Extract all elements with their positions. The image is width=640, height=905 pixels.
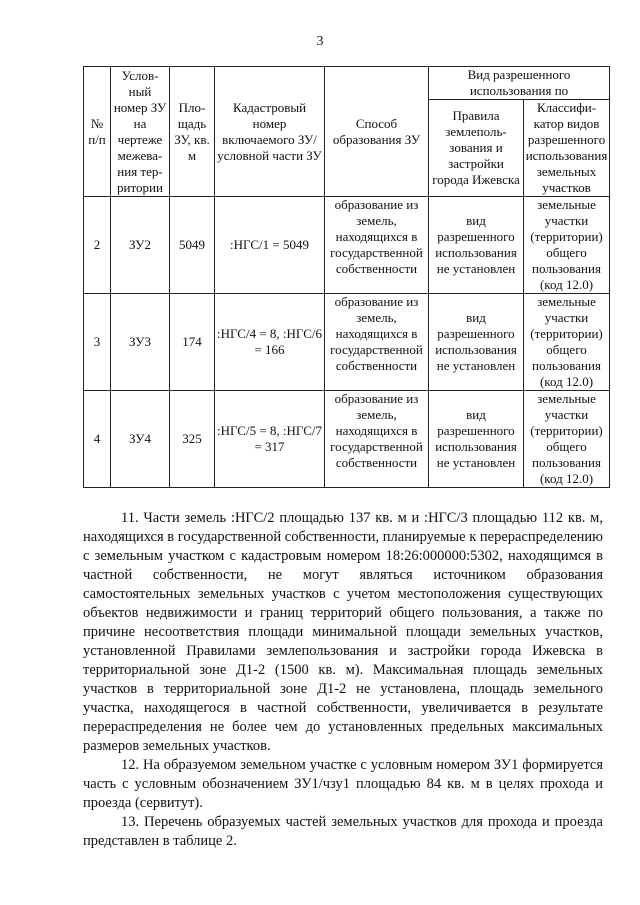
header-formation-method: Способ образования ЗУ	[325, 67, 429, 197]
cell-method: образование из земель, находящихся в государственной собственности	[325, 391, 429, 488]
cell-area: 174	[170, 294, 215, 391]
header-cadastral-number: Кадастровый номер включаемого ЗУ/условной части ЗУ	[215, 67, 325, 197]
header-use-rules: Правила землеполь-зования и застройки города Ижевска	[429, 100, 524, 197]
cell-area: 5049	[170, 197, 215, 294]
paragraph-12: 12. На образуемом земельном участке с условным номером ЗУ1 формируется часть с условным обозначением ЗУ1/чзу1 площадью 84 кв. м в целях прохода и проезда (сервитут).	[83, 757, 603, 811]
header-permitted-use: Вид разрешенного использования по	[429, 67, 610, 100]
table-row	[84, 391, 610, 488]
cell-cadastral: :НГС/4 = 8, :НГС/6 = 166	[215, 294, 325, 391]
cell-use-rules: вид разрешенного использования не установлен	[429, 391, 524, 488]
cell-zu: ЗУ4	[111, 391, 170, 488]
cell-num: 4	[84, 391, 111, 488]
cell-cadastral: :НГС/5 = 8, :НГС/7 = 317	[215, 391, 325, 488]
land-plots-table	[83, 66, 610, 488]
page-number: 3	[316, 34, 324, 49]
header-conditional-number: Услов-ный номер ЗУ на чертеже межева-ния тер-ритории	[111, 67, 170, 197]
cell-num: 3	[84, 294, 111, 391]
cell-method: образование из земель, находящихся в государственной собственности	[325, 197, 429, 294]
cell-use-classifier: земельные участки (территории) общего пользования (код 12.0)	[524, 294, 610, 391]
cell-use-classifier: земельные участки (территории) общего пользования (код 12.0)	[524, 197, 610, 294]
header-num: № п/п	[84, 67, 111, 197]
cell-area: 325	[170, 391, 215, 488]
cell-zu: ЗУ3	[111, 294, 170, 391]
cell-method: образование из земель, находящихся в государственной собственности	[325, 294, 429, 391]
table-row	[84, 294, 610, 391]
header-area: Пло-щадь ЗУ, кв. м	[170, 67, 215, 197]
table-row	[84, 197, 610, 294]
cell-use-classifier: земельные участки (территории) общего пользования (код 12.0)	[524, 391, 610, 488]
cell-use-rules: вид разрешенного использования не установлен	[429, 197, 524, 294]
body-text	[83, 509, 603, 851]
paragraph-13: 13. Перечень образуемых частей земельных участков для прохода и проезда представлен в таблице 2.	[83, 814, 603, 849]
header-use-classifier: Классифи-катор видов разрешенного использования земельных участков	[524, 100, 610, 197]
cell-cadastral: :НГС/1 = 5049	[215, 197, 325, 294]
cell-zu: ЗУ2	[111, 197, 170, 294]
cell-num: 2	[84, 197, 111, 294]
cell-use-rules: вид разрешенного использования не установлен	[429, 294, 524, 391]
paragraph-11: 11. Части земель :НГС/2 площадью 137 кв. м и :НГС/3 площадью 112 кв. м, находящихся в государственной собственности, планируемые к перераспределению с земельным участком с кадастровым номером 18:26:000000:5302, находящимся в частной собственности, не могут являться источником образования самостоятельных земельных участков с учетом местоположения существующих объектов недвижимости и границ территорий общего пользования, а также по причине несоответствия площади минимальной площади земельных участков, установленной Правилами землепользования и застройки города Ижевска в территориальной зоне Д1-2 (1500 кв. м). Максимальная площадь земельных участков в территориальной зоне Д1-2 не установлена, площадь земельного участка, находящегося в частной собственности, увеличивается в результате перераспределения не более чем до установленных предельных максимальных размеров земельных участков.	[83, 510, 603, 754]
